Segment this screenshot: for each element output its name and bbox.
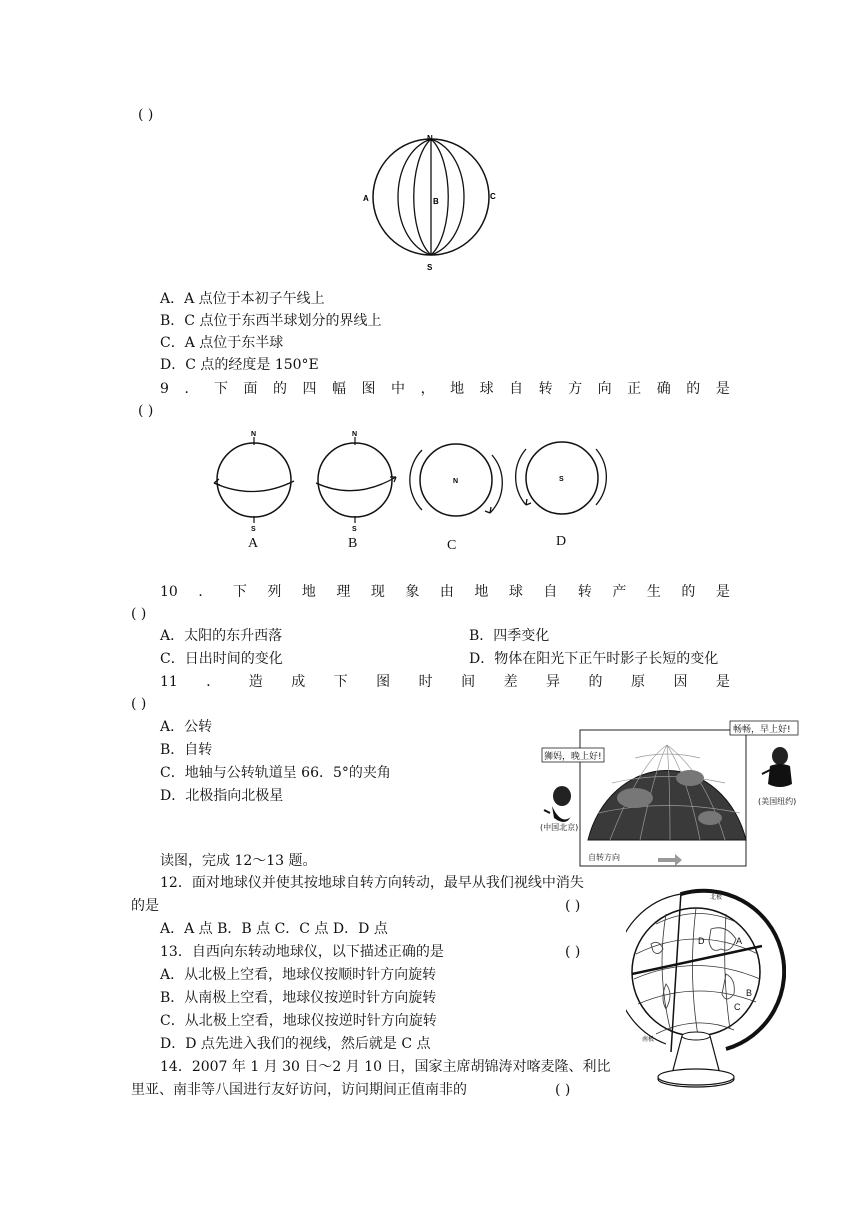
q8-label-b: B xyxy=(433,197,439,206)
q11-place-left: (中国北京) xyxy=(540,823,579,832)
q10-stem-char: 球 xyxy=(508,584,523,600)
q9-caption-a: A xyxy=(248,536,259,551)
q9-stem xyxy=(160,380,730,398)
q10-stem-char: 列 xyxy=(267,584,282,600)
q9-rotation-diagrams xyxy=(200,425,620,535)
q8-option-a: A．A 点位于本初子午线上 xyxy=(160,291,325,307)
q11-stem-char: 造 xyxy=(248,674,263,690)
q11-stem-char: 因 xyxy=(673,674,688,690)
q9-stem-char: 球 xyxy=(479,381,494,397)
q13-option-a: A．从北极上空看，地球仪按顺时针方向旋转 xyxy=(160,967,437,983)
q10-stem-char: 产 xyxy=(612,584,627,600)
q9-stem-char: ， xyxy=(420,381,435,397)
globe-label-a: A xyxy=(736,936,743,946)
q12-stem-line1: 12．面对地球仪并使其按地球自转方向转动，最早从我们视线中消失 xyxy=(160,875,584,891)
q13-option-b: B．从南极上空看，地球仪按逆时针方向旋转 xyxy=(160,990,437,1006)
q10-option-c: C．日出时间的变化 xyxy=(160,651,283,667)
q10-stem-char: 由 xyxy=(439,584,454,600)
q9-stem-char: 下 xyxy=(213,381,228,397)
globe-label-north-pole: 北极 xyxy=(710,894,723,901)
q11-stem-char: 异 xyxy=(546,674,561,690)
q13-option-d: D．D 点先进入我们的视线，然后就是 C 点 xyxy=(160,1036,431,1052)
q10-option-a: A．太阳的东升西落 xyxy=(160,628,283,644)
globe-figure-art xyxy=(626,884,786,1100)
q9-stem-char: 向 xyxy=(597,381,612,397)
q9-answer-paren: ( ) xyxy=(138,403,154,419)
globe-label-d: D xyxy=(698,936,705,946)
q12-answer-paren: ( ) xyxy=(565,898,581,914)
q10-stem-char: 理 xyxy=(336,584,351,600)
q9d-label-s: S xyxy=(559,476,564,483)
q9-stem-char: 的 xyxy=(272,381,287,397)
q14-answer-paren: ( ) xyxy=(555,1082,571,1098)
q10-stem-char: 下 xyxy=(232,584,247,600)
q9b-label-s: S xyxy=(352,526,357,533)
q13-option-c: C．从北极上空看，地球仪按逆时针方向旋转 xyxy=(160,1013,437,1029)
read-instruction: 读图，完成 12～13 题。 xyxy=(160,853,317,869)
q8-meridian-diagram xyxy=(355,130,515,275)
q10-option-b: B．四季变化 xyxy=(469,628,550,644)
q8-label-a: A xyxy=(363,194,369,203)
q8-option-d: D．C 点的经度是 150°E xyxy=(160,357,319,373)
q9a-label-n: N xyxy=(251,431,257,438)
q9-stem-char: 方 xyxy=(568,381,583,397)
globe-label-b: B xyxy=(746,988,753,998)
q9-stem-char: 的 xyxy=(686,381,701,397)
q10-stem-char: 地 xyxy=(301,584,316,600)
q11-option-b: B．自转 xyxy=(160,742,213,758)
q9a-label-s: S xyxy=(251,526,256,533)
q11-place-right: (美国纽约) xyxy=(758,797,797,806)
q12-stem-line2: 的是 xyxy=(131,898,159,914)
q10-stem-char: 是 xyxy=(715,584,730,600)
q9-stem-char: 9 xyxy=(160,381,169,397)
q9-stem-char: 幅 xyxy=(332,381,347,397)
q9-stem-char: 是 xyxy=(715,381,730,397)
q10-stem-char: ． xyxy=(198,584,213,600)
q11-stem-char: 的 xyxy=(588,674,603,690)
q10-stem-char: 10 xyxy=(160,584,178,600)
q11-stem-char: 11 xyxy=(160,674,178,690)
q11-stem-char: 是 xyxy=(715,674,730,690)
q9-stem-char: 中 xyxy=(391,381,406,397)
q11-stem-char: 图 xyxy=(376,674,391,690)
q14-stem-line2: 里亚、南非等八国进行友好访问，访问期间正值南非的 xyxy=(131,1082,467,1098)
q11-stem-char: 成 xyxy=(291,674,306,690)
q9-stem-char: 自 xyxy=(509,381,524,397)
q11-stem-char: 间 xyxy=(461,674,476,690)
q9-stem-char: ． xyxy=(184,381,199,397)
q9-caption-c: C xyxy=(447,538,457,553)
q14-stem-line1: 14．2007 年 1 月 30 日～2 月 10 日，国家主席胡锦涛对喀麦隆、利比 xyxy=(160,1059,611,1075)
q8-label-s: S xyxy=(427,263,433,272)
q12-options: A．A 点 B．B 点 C．C 点 D．D 点 xyxy=(160,921,388,937)
q13-stem: 13．自西向东转动地球仪，以下描述正确的是 xyxy=(160,944,444,960)
q9-stem-char: 四 xyxy=(302,381,317,397)
q11-stem-char: 时 xyxy=(418,674,433,690)
q11-stem xyxy=(160,673,730,691)
q9-stem-char: 面 xyxy=(243,381,258,397)
q10-stem-char: 象 xyxy=(405,584,420,600)
q9-stem-char: 转 xyxy=(538,381,553,397)
q8-label-c: C xyxy=(490,192,496,201)
globe-label-south-pole: 南极 xyxy=(642,1036,655,1043)
q10-stem-char: 现 xyxy=(370,584,385,600)
q8-label-n: N xyxy=(427,134,433,143)
q11-bubble-right: 畅畅，早上好! xyxy=(733,725,791,735)
q11-option-d: D．北极指向北极星 xyxy=(160,788,284,804)
q10-stem xyxy=(160,583,730,601)
q9-stem-char: 地 xyxy=(450,381,465,397)
q10-stem-char: 地 xyxy=(474,584,489,600)
q8-option-c: C．A 点位于东半球 xyxy=(160,335,284,351)
q8-option-b: B．C 点位于东西半球划分的界线上 xyxy=(160,313,382,329)
q11-answer-paren: ( ) xyxy=(131,696,147,712)
q11-bubble-left: 狮妈，晚上好! xyxy=(544,752,602,762)
q11-stem-char: 下 xyxy=(333,674,348,690)
q10-stem-char: 的 xyxy=(681,584,696,600)
q13-answer-paren: ( ) xyxy=(565,944,581,960)
q9-stem-char: 图 xyxy=(361,381,376,397)
q11-time-difference-figure xyxy=(540,718,818,870)
q9b-label-n: N xyxy=(352,431,358,438)
q9-stem-char: 确 xyxy=(656,381,671,397)
q9-stem-char: 正 xyxy=(627,381,642,397)
q11-option-a: A．公转 xyxy=(160,719,213,735)
q10-stem-char: 自 xyxy=(543,584,558,600)
q9-caption-d: D xyxy=(556,534,567,549)
q10-option-d: D．物体在阳光下正午时影子长短的变化 xyxy=(469,651,719,667)
q11-stem-char: 差 xyxy=(503,674,518,690)
q9c-label-n: N xyxy=(453,478,459,485)
q11-figure-art xyxy=(540,718,818,870)
q9-caption-b: B xyxy=(348,536,358,551)
globe-label-c: C xyxy=(734,1002,741,1012)
q11-option-c: C．地轴与公转轨道呈 66．5°的夹角 xyxy=(160,765,391,781)
q11-stem-char: ． xyxy=(206,674,221,690)
globe-figure xyxy=(626,884,786,1100)
q8-answer-paren: ( ) xyxy=(138,107,154,123)
q10-answer-paren: ( ) xyxy=(131,606,147,622)
q10-stem-char: 转 xyxy=(577,584,592,600)
q11-rotation-label: 自转方向 xyxy=(588,853,620,862)
q10-stem-char: 生 xyxy=(646,584,661,600)
q11-stem-char: 原 xyxy=(630,674,645,690)
